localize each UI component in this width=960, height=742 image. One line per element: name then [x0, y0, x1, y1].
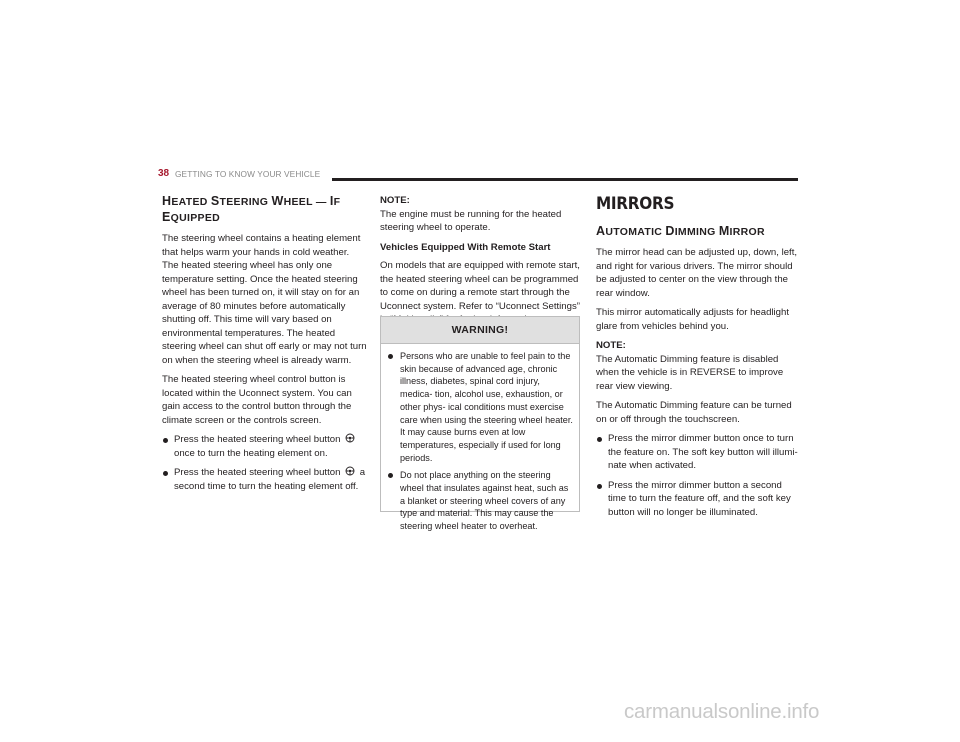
bullet-dot	[388, 354, 393, 359]
note-text: The engine must be running for the heated steering wheel to operate.	[380, 208, 562, 233]
watermark: carmanualsonline.info	[624, 700, 820, 723]
section-label: GETTING TO KNOW YOUR VEHICLE	[175, 169, 321, 179]
page-header	[158, 168, 798, 184]
heated-steering-control-location: The heated steering wheel control button is located within the Uconnect system. You can gain access to the control button through the climate screen or the controls screen.	[162, 374, 352, 426]
bullet-dot	[163, 438, 168, 443]
warning-title: WARNING!	[381, 317, 579, 344]
mirror-adjust-text: The mirror head can be adjusted up, down, left, and right for various drivers. The mirror should be adjusted to center on the view through the rear window.	[596, 247, 798, 299]
bullet-dot	[388, 473, 393, 478]
list-item: Press the heated steering wheel button once to turn the heating element on.	[162, 433, 367, 460]
bullet-dot	[163, 471, 168, 476]
list-item: Press the heated steering wheel button a second time to turn the heating element off.	[162, 466, 367, 493]
bullet-dot	[597, 484, 602, 489]
page-number: 38	[158, 168, 170, 179]
column-heated-steering-wheel	[162, 194, 367, 499]
list-item: Persons who are unable to feel pain to the skin because of advanced age, chronic illness, diabetes, spinal cord injury, medica- tion, alcohol use, exhaustion, or other phys- ical conditions must exercise care when using the steering wheel heater. It may cause burns even at low temperatures, especially if used for long periods.	[387, 350, 574, 464]
column-mirrors	[596, 194, 801, 525]
heated-steering-wheel-icon	[345, 466, 355, 476]
note-label: NOTE:	[380, 195, 410, 206]
heated-steering-wheel-icon	[345, 433, 355, 443]
dimming-toggle-text: The Automatic Dimming feature can be turned on or off through the touchscreen.	[596, 400, 792, 425]
heated-steering-bullets	[162, 433, 367, 493]
note-label: NOTE:	[596, 340, 626, 351]
list-item: Press the mirror dimmer button once to turn the feature on. The soft key button will illumi- nate when activated.	[596, 432, 801, 473]
automatic-dimming-mirror-heading: AUTOMATIC DIMMING MIRROR	[596, 224, 765, 238]
bullet-dot	[597, 437, 602, 442]
note-text: The Automatic Dimming feature is disabled when the vehicle is in REVERSE to improve rear view viewing.	[596, 353, 784, 392]
mirror-glare-text: This mirror automatically adjusts for headlight glare from vehicles behind you.	[596, 307, 790, 332]
remote-start-heading: Vehicles Equipped With Remote Start	[380, 241, 551, 253]
column-note-remote-start	[380, 194, 582, 333]
mirror-bullets	[596, 432, 801, 519]
warning-box	[380, 316, 580, 532]
list-item: Press the mirror dimmer button a second time to turn the feature off, and the soft key button will no longer be illuminated.	[596, 479, 801, 520]
mirrors-title: MIRRORS	[596, 194, 675, 214]
header-rule	[332, 178, 798, 181]
remote-start-text: On models that are equipped with remote start, the heated steering wheel can be programmed to come on during a remote start through the Uconnect system. Refer to “Uconnect Settings”	[380, 260, 580, 312]
heated-steering-intro: The steering wheel contains a heating element that helps warm your hands in cold weather. The heated steering wheel has only one temperature setting. Once the heated steering wheel has been turned on, it will stay on for an average of 80 minutes before automatically shutting off. This time will vary based on environmental temperatures. The heated steering wheel can shut off early or may not turn on when the steering wheel is already warm.	[162, 233, 367, 366]
warning-list	[381, 344, 579, 533]
list-item: Do not place anything on the steering wheel that insulates against heat, such as a blanket or steering wheel covers of any type and material. This may cause the steering wheel heater to overheat.	[387, 469, 574, 533]
heated-steering-wheel-heading: HEATED STEERING WHEEL — IF EQUIPPED	[162, 194, 341, 224]
